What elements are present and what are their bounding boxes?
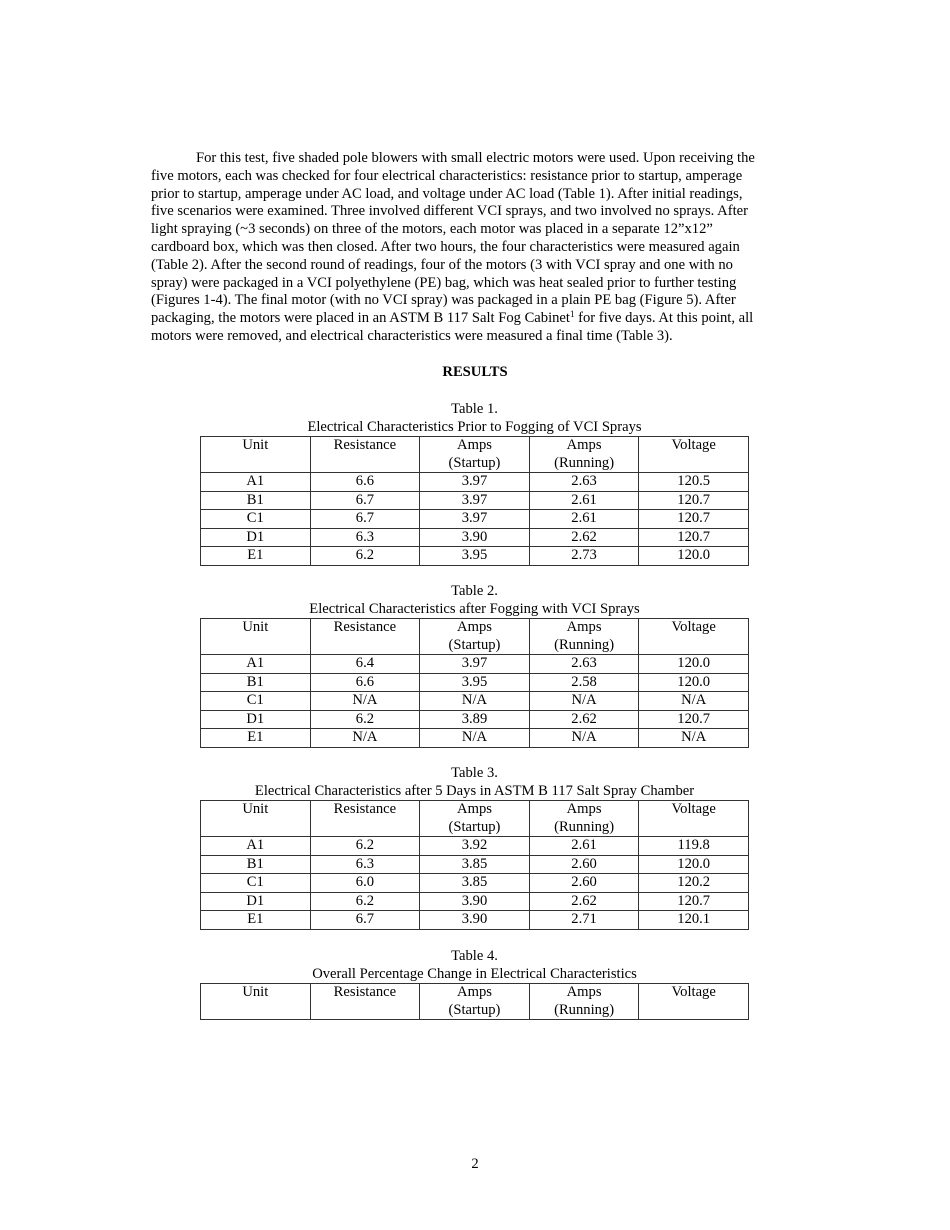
table-header-row [201,801,749,837]
col-amps-running: Amps (Running) [529,437,639,473]
table-cell: D1 [201,710,311,729]
paragraph-line: five motors, each was checked for four electrical characteristics: resistance prior to startup, amperage [151,167,743,184]
table-cell: 6.3 [310,855,420,874]
table-cell: B1 [201,855,311,874]
col-amps-running: Amps (Running) [529,619,639,655]
table-cell: D1 [201,528,311,547]
table-cell: 3.90 [420,528,530,547]
table-cell: 6.7 [310,491,420,510]
col-unit: Unit [201,437,311,473]
table-cell: 2.71 [529,911,639,930]
paragraph-text: packaging, the motors were placed in an ASTM B 117 Salt Fog Cabinet [151,310,570,327]
table-cell: 6.2 [310,547,420,566]
table-cell: 2.63 [529,473,639,492]
table-cell: 120.7 [639,892,749,911]
table-cell: C1 [201,874,311,893]
table-cell: N/A [420,692,530,711]
table-cell: 120.7 [639,528,749,547]
table-row [201,729,749,748]
table-header-row [201,619,749,655]
col-voltage: Voltage [639,984,749,1020]
table-label: Table 2. [451,583,498,599]
table-cell: 3.97 [420,491,530,510]
table-cell: 3.97 [420,473,530,492]
table-cell: 3.89 [420,710,530,729]
table-cell: 2.58 [529,673,639,692]
paragraph-line: prior to startup, amperage under AC load, and voltage under AC load (Table 1). After initial readings, [151,185,743,202]
table-cell: A1 [201,655,311,674]
col-voltage: Voltage [639,437,749,473]
col-amps-startup: Amps (Startup) [420,801,530,837]
table-cell: 120.0 [639,673,749,692]
table-row [201,874,749,893]
table-cell: 3.85 [420,874,530,893]
table-row [201,510,749,529]
paragraph-line: cardboard box, which was then closed. After two hours, the four characteristics were measured again [151,238,740,255]
table-cell: 3.95 [420,673,530,692]
col-resistance: Resistance [310,619,420,655]
col-amps-running: Amps (Running) [529,801,639,837]
table-header-row [201,437,749,473]
table-row [201,547,749,566]
table-cell: 6.7 [310,911,420,930]
table-cell: N/A [529,729,639,748]
paragraph-line: motors were removed, and electrical characteristics were measured a final time (Table 3). [151,327,673,344]
col-unit: Unit [201,984,311,1020]
table-cell: 2.61 [529,491,639,510]
table-cell: 119.8 [639,837,749,856]
table-cell: 2.63 [529,655,639,674]
col-resistance: Resistance [310,984,420,1020]
table-cell: 120.7 [639,710,749,729]
table-row [201,655,749,674]
table-cell: 6.2 [310,837,420,856]
table-cell: E1 [201,729,311,748]
table-cell: 120.0 [639,655,749,674]
table-cell: 120.5 [639,473,749,492]
table-cell: 6.7 [310,510,420,529]
table-cell: 6.4 [310,655,420,674]
table-title: Electrical Characteristics after Fogging with VCI Sprays [309,601,640,617]
table-cell: 120.1 [639,911,749,930]
table-row [201,911,749,930]
table-row [201,491,749,510]
table-row [201,837,749,856]
paragraph-text: for five days. At this point, all [574,310,754,327]
table-cell: 2.60 [529,874,639,893]
table-2 [200,582,749,748]
table-cell: 120.2 [639,874,749,893]
table-cell: N/A [529,692,639,711]
paragraph-line: (Figures 1-4). The final motor (with no VCI spray) was packaged in a plain PE bag (Figure 5). After [151,292,736,309]
col-amps-startup: Amps (Startup) [420,984,530,1020]
table-cell: B1 [201,673,311,692]
col-resistance: Resistance [310,437,420,473]
table-cell: 120.0 [639,547,749,566]
paragraph-line [151,310,801,328]
table-cell: E1 [201,547,311,566]
table-cell: B1 [201,491,311,510]
table-row [201,528,749,547]
table-title: Overall Percentage Change in Electrical Characteristics [312,966,637,982]
table-cell: 2.60 [529,855,639,874]
table-cell: 3.97 [420,655,530,674]
table-cell: E1 [201,911,311,930]
table-cell: 2.62 [529,710,639,729]
paragraph-line: For this test, five shaded pole blowers with small electric motors were used. Upon receiving the [196,150,755,166]
table-row [201,892,749,911]
col-unit: Unit [201,619,311,655]
table-1 [200,400,749,566]
paragraph-line: spray) were packaged in a VCI polyethylene (PE) bag, which was heat sealed prior to further testing [151,274,737,291]
table-cell: 6.6 [310,473,420,492]
table-3 [200,764,749,930]
table-cell: 2.73 [529,547,639,566]
table-row [201,692,749,711]
col-voltage: Voltage [639,801,749,837]
col-resistance: Resistance [310,801,420,837]
table-cell: 6.0 [310,874,420,893]
table-title: Electrical Characteristics Prior to Fogging of VCI Sprays [307,419,642,435]
paragraph-line: light spraying (~3 seconds) on three of the motors, each motor was placed in a separate 12”x12” [151,221,713,238]
table-title: Electrical Characteristics after 5 Days in ASTM B 117 Salt Spray Chamber [254,783,695,799]
table-cell: N/A [639,692,749,711]
table-cell: 120.0 [639,855,749,874]
table-cell: 3.90 [420,911,530,930]
page-number: 2 [471,1156,479,1172]
col-amps-startup: Amps (Startup) [420,437,530,473]
table-cell: N/A [310,692,420,711]
table-label: Table 1. [451,401,498,417]
col-amps-running: Amps (Running) [529,984,639,1020]
data-table [200,983,749,1020]
table-cell: C1 [201,510,311,529]
table-row [201,855,749,874]
table-cell: 6.2 [310,892,420,911]
data-table [200,618,749,748]
table-cell: C1 [201,692,311,711]
data-table [200,436,749,566]
table-cell: 3.90 [420,892,530,911]
table-row [201,710,749,729]
table-cell: 6.6 [310,673,420,692]
table-header-row [201,984,749,1020]
table-cell: N/A [420,729,530,748]
col-unit: Unit [201,801,311,837]
table-4 [200,947,749,1020]
table-cell: 2.61 [529,510,639,529]
table-cell: 3.97 [420,510,530,529]
table-cell: A1 [201,473,311,492]
table-cell: 3.95 [420,547,530,566]
results-heading: RESULTS [442,364,508,380]
intro-paragraph [151,150,801,346]
table-label: Table 4. [451,948,498,964]
col-amps-startup: Amps (Startup) [420,619,530,655]
col-voltage: Voltage [639,619,749,655]
table-cell: 6.3 [310,528,420,547]
footnote-marker: 1 [569,309,575,320]
table-cell: 3.85 [420,855,530,874]
data-table [200,800,749,930]
table-row [201,473,749,492]
table-label: Table 3. [451,765,498,781]
table-row [201,673,749,692]
table-cell: 6.2 [310,710,420,729]
paragraph-line: five scenarios were examined. Three involved different VCI sprays, and two involved no sprays. After [151,203,748,220]
paragraph-line: (Table 2). After the second round of readings, four of the motors (3 with VCI spray and one with no [151,256,733,273]
table-cell: 2.62 [529,892,639,911]
table-cell: D1 [201,892,311,911]
table-cell: 2.61 [529,837,639,856]
table-cell: 120.7 [639,491,749,510]
table-cell: 3.92 [420,837,530,856]
table-cell: 2.62 [529,528,639,547]
table-cell: N/A [639,729,749,748]
table-cell: 120.7 [639,510,749,529]
table-cell: A1 [201,837,311,856]
table-cell: N/A [310,729,420,748]
